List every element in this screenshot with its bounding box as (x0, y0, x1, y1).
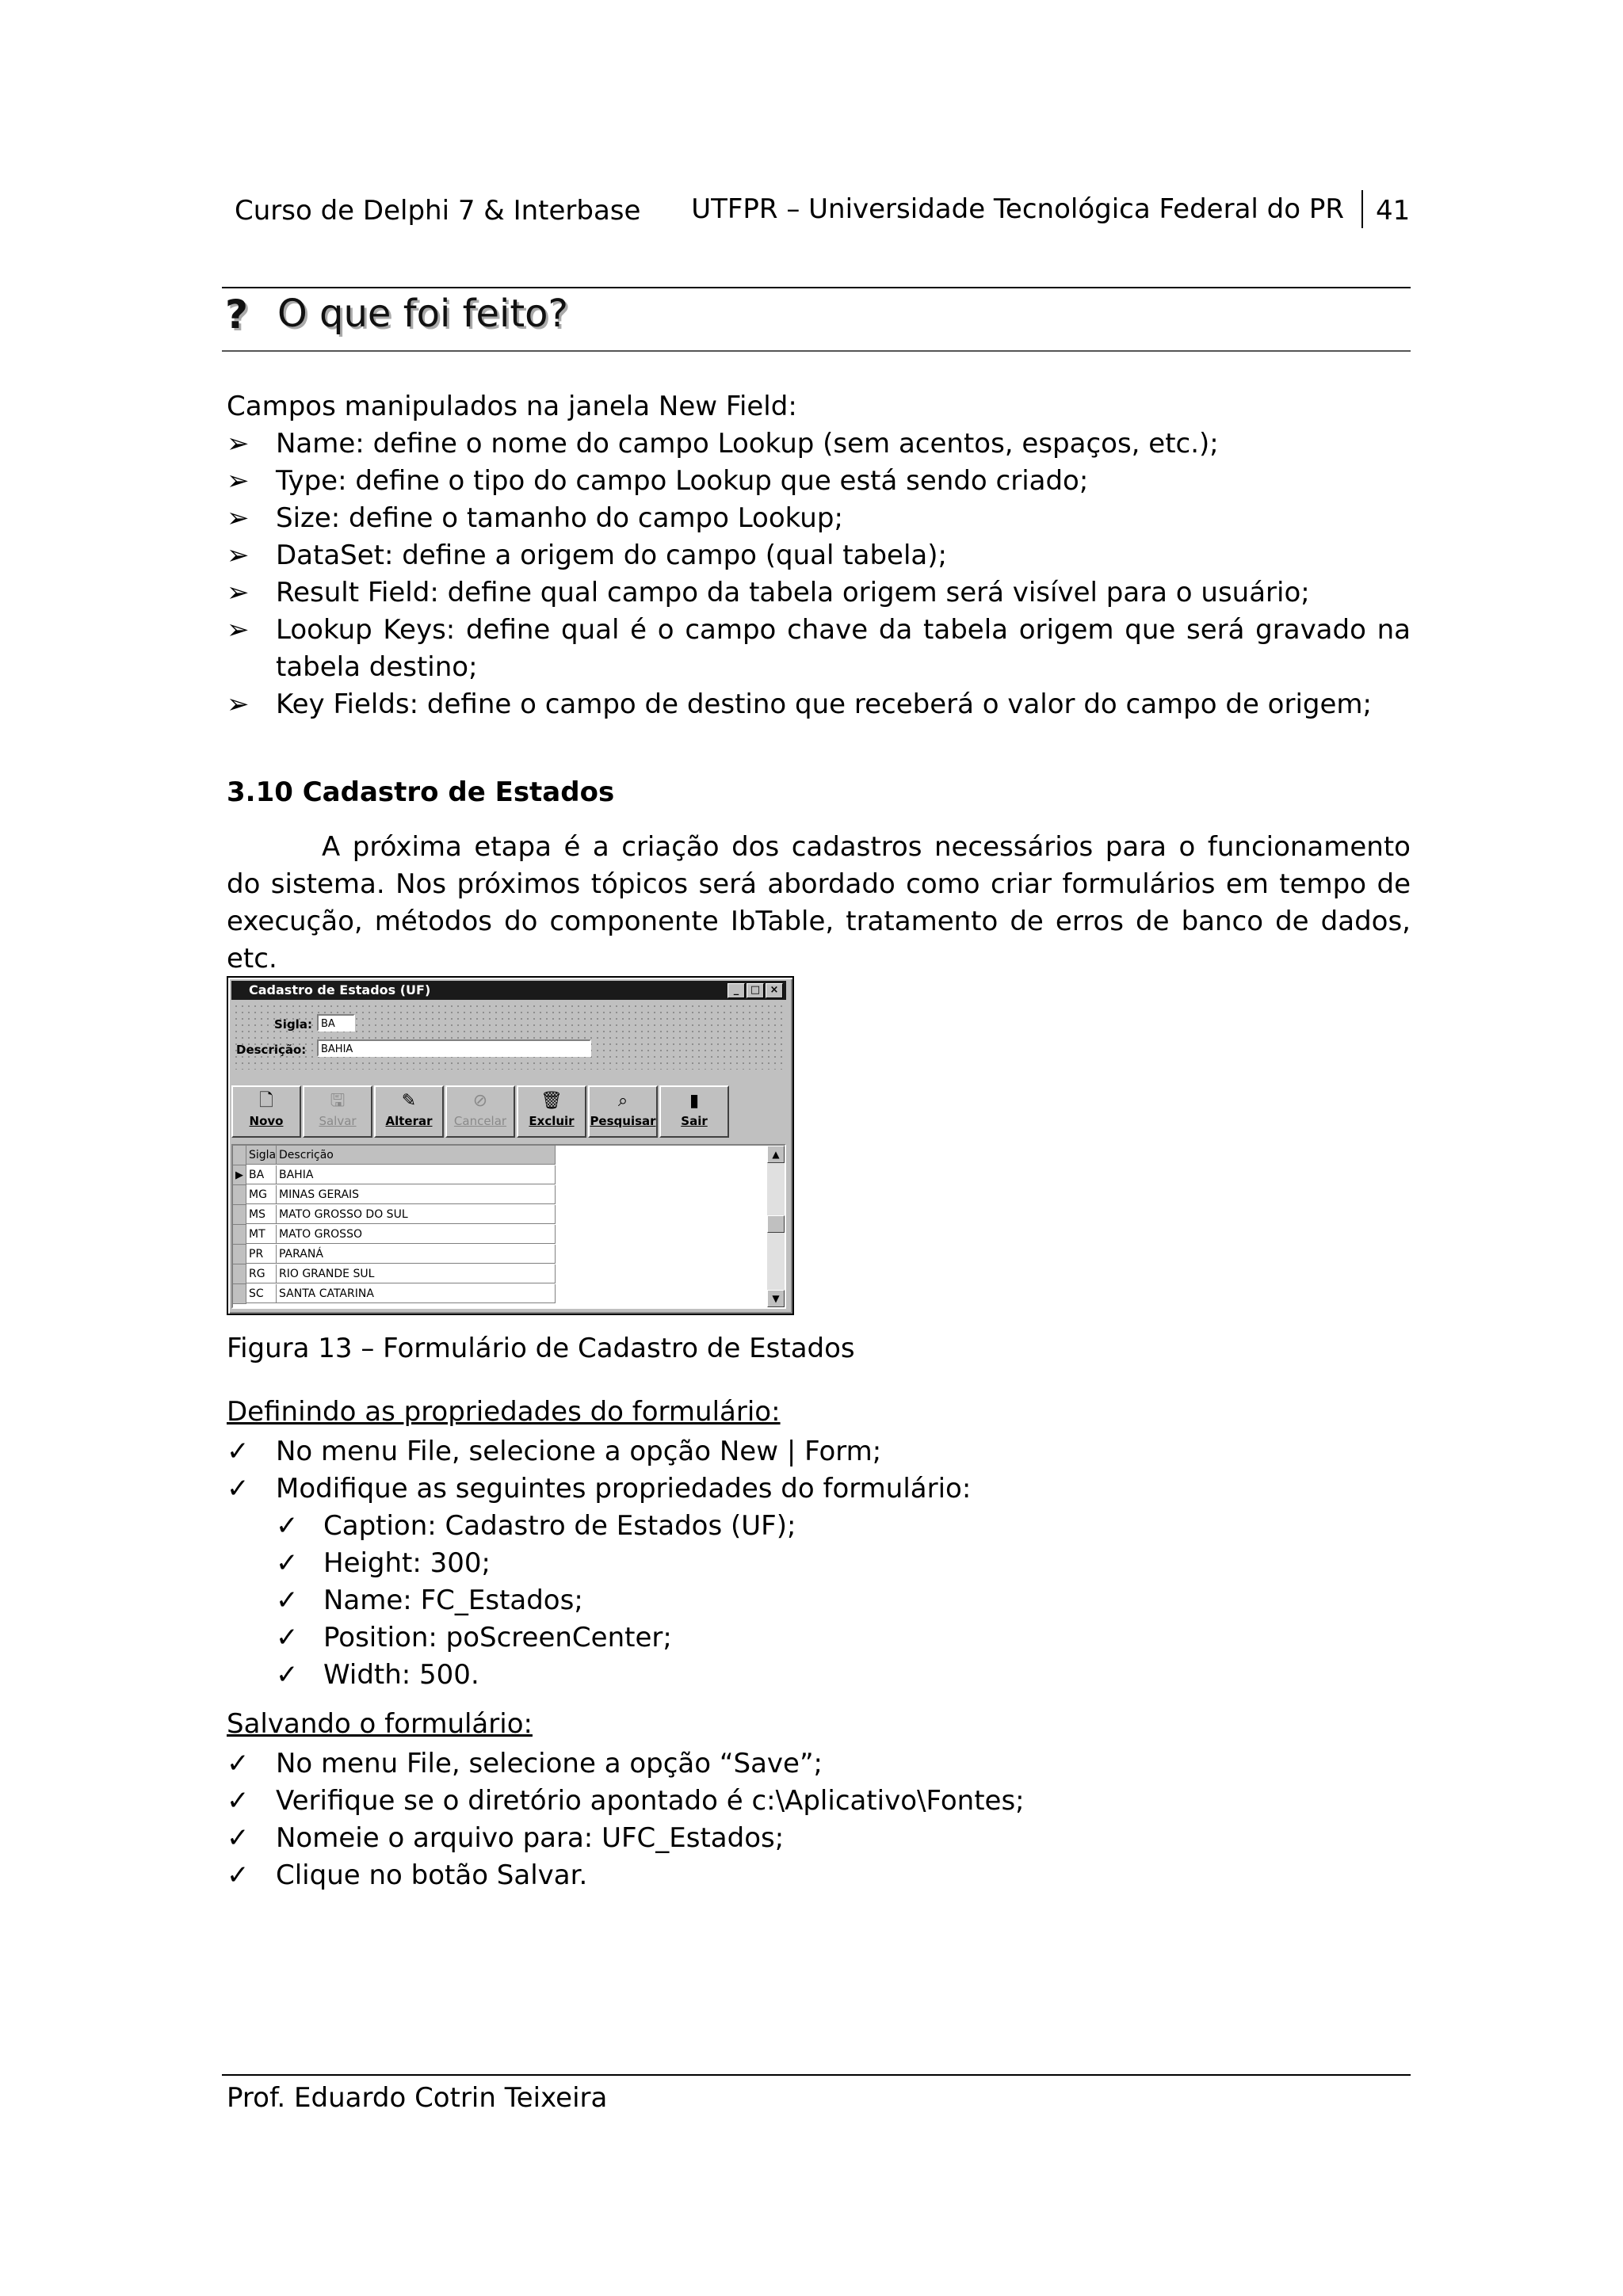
check-icon: ✓ (227, 1473, 250, 1505)
excluir-button[interactable]: 🗑 Excluir (517, 1085, 586, 1138)
footer-rule (222, 2074, 1411, 2076)
check-icon: ✓ (227, 1436, 250, 1467)
arrow-bullet-icon: ➢ (227, 428, 250, 460)
descricao-label: Descrição: (236, 1043, 307, 1057)
document-page: Curso de Delphi 7 & Interbase UTFPR – Universidade Tecnológica Federal do PR 41 ? O que foi feito? Campos manipulados na janela New Field: ➢ Name: define o nome do campo Lookup (sem acentos, espaços, etc.); ➢ Type: define o tipo do campo Lookup que está sendo criado; ➢ Size: define o tamanho do campo Lookup; ➢ DataSet: define a origem do campo (qual tabela); ➢ Result Field: define qual campo da tabela origem será visível para o usuário; ➢ Lookup Keys: define qual é o campo chave da tabela origem que será gravado na tabela destino; ➢ Key Fields: define o campo de destino que receberá o valor do campo de origem; 3.10 Cadastro de Estados A próxima etapa é a criação dos cadastros necessários para o funcionamento do sistema. Nos próximos tópicos será abordado como criar formulários em tempo de execução, métodos do componente IbTable, tratamento de erros de banco de dados, etc. Cadastro de Estados (UF) _ □ × Sigla: BA Descrição: BAHIA 🗋 Novo 🖫 Salvar ✎ Alterar ⊘ Cancelar 🗑 Excluir ⌕ Pesquisar ▮ Sair Sigla Descrição ▶ BA BAHIA MG MINAS GERAIS MS MATO GROSSO DO SUL MT MATO GROSSO PR PARANÁ RG RIO GRANDE SUL SC SANTA CATARINA ▲ ▼ Figura 13 – Formulário de Cadastro de Estados Definindo as propriedades do formulário: ✓ No menu File, selecione a opção New | Form; ✓ Modifique as seguintes propriedades do formulário: ✓ Caption: Cadastro de Estados (UF); ✓ Height: 300; ✓ Name: FC_Estados; ✓ Position: poScreenCenter; ✓ Width: 500. Salvando o formulário: ✓ No menu File, selecione a opção “Save”; ✓ Verifique se o diretório apontado é c:\Aplicativo\Fontes; ✓ Nomeie o arquivo para: UFC_Estados; ✓ Clique no botão Salvar. Prof. Eduardo Cotrin Teixeira (0, 0, 1623, 2296)
edit-icon: ✎ (401, 1091, 417, 1111)
save-form-heading: Salvando o formulário: (227, 1708, 533, 1740)
intro-text: Campos manipulados na janela New Field: (227, 391, 797, 422)
check-icon: ✓ (227, 1859, 250, 1891)
scroll-thumb[interactable] (767, 1215, 785, 1233)
arrow-bullet-icon: ➢ (227, 502, 250, 534)
window-title: Cadastro de Estados (UF) (249, 982, 431, 997)
sair-button[interactable]: ▮ Sair (659, 1085, 729, 1138)
arrow-bullet-icon: ➢ (227, 465, 250, 497)
check-icon: ✓ (276, 1547, 299, 1579)
scroll-up-icon[interactable]: ▲ (767, 1146, 785, 1163)
window-title-bar (231, 981, 786, 1000)
toolbar (231, 1085, 786, 1139)
question-icon: ? (225, 292, 249, 338)
sigla-field[interactable]: BA (317, 1014, 355, 1032)
column-header-sigla[interactable]: Sigla (246, 1146, 277, 1165)
section-heading (222, 287, 1411, 352)
arrow-bullet-icon: ➢ (227, 614, 250, 646)
section-paragraph: A próxima etapa é a criação dos cadastros necessários para o funcionamento do sistema. Nos próximos tópicos será abordado como criar formulários em tempo de execução, métodos do componente IbTable, tratamento de erros de banco de dados, etc. (227, 831, 1411, 974)
check-icon: ✓ (227, 1822, 250, 1854)
column-header-descricao[interactable]: Descrição (277, 1146, 556, 1165)
exit-door-icon: ▮ (689, 1091, 700, 1111)
pesquisar-button[interactable]: ⌕ Pesquisar (588, 1085, 658, 1138)
check-icon: ✓ (276, 1585, 299, 1616)
states-grid[interactable]: Sigla Descrição ▶ BA BAHIA MG MINAS GERAIS MS MATO GROSSO DO SUL MT MATO GROSSO PR PARANÁ RG RIO GRANDE SUL SC SANTA CATARINA ▲ ▼ (231, 1144, 786, 1309)
search-icon: ⌕ (617, 1091, 628, 1111)
alterar-button[interactable]: ✎ Alterar (374, 1085, 444, 1138)
close-button[interactable]: × (766, 983, 783, 998)
check-icon: ✓ (227, 1748, 250, 1779)
section-title: 3.10 Cadastro de Estados (227, 776, 615, 808)
maximize-button[interactable]: □ (747, 983, 764, 998)
check-icon: ✓ (276, 1510, 299, 1542)
new-document-icon: 🗋 (259, 1091, 273, 1111)
heading-title: O que foi feito? (277, 292, 569, 336)
header-institution: UTFPR – Universidade Tecnológica Federal do PR (472, 190, 1363, 228)
arrow-bullet-icon: ➢ (227, 577, 250, 608)
arrow-bullet-icon: ➢ (227, 688, 250, 720)
vertical-scrollbar[interactable] (767, 1146, 785, 1307)
figure-caption: Figura 13 – Formulário de Cadastro de Estados (227, 1333, 855, 1364)
check-icon: ✓ (276, 1622, 299, 1653)
form-screenshot (227, 976, 794, 1315)
footer-author: Prof. Eduardo Cotrin Teixeira (227, 2082, 608, 2114)
scroll-down-icon[interactable]: ▼ (767, 1290, 785, 1307)
novo-button[interactable]: 🗋 Novo (231, 1085, 301, 1138)
check-icon: ✓ (227, 1785, 250, 1817)
header-course-title: Curso de Delphi 7 & Interbase (235, 195, 641, 227)
cancelar-button[interactable]: ⊘ Cancelar (445, 1085, 515, 1138)
sigla-label: Sigla: (274, 1017, 312, 1032)
form-props-heading: Definindo as propriedades do formulário: (227, 1396, 781, 1428)
check-icon: ✓ (276, 1659, 299, 1691)
arrow-bullet-icon: ➢ (227, 540, 250, 571)
form-area (233, 1003, 786, 1070)
page-number: 41 (1376, 195, 1411, 227)
current-row-indicator-icon: ▶ (233, 1165, 246, 1185)
save-icon: 🖫 (330, 1091, 346, 1111)
salvar-button[interactable]: 🖫 Salvar (303, 1085, 372, 1138)
trash-icon: 🗑 (540, 1091, 563, 1111)
cancel-icon: ⊘ (472, 1091, 488, 1111)
descricao-field[interactable]: BAHIA (317, 1039, 591, 1057)
minimize-button[interactable]: _ (727, 983, 745, 998)
